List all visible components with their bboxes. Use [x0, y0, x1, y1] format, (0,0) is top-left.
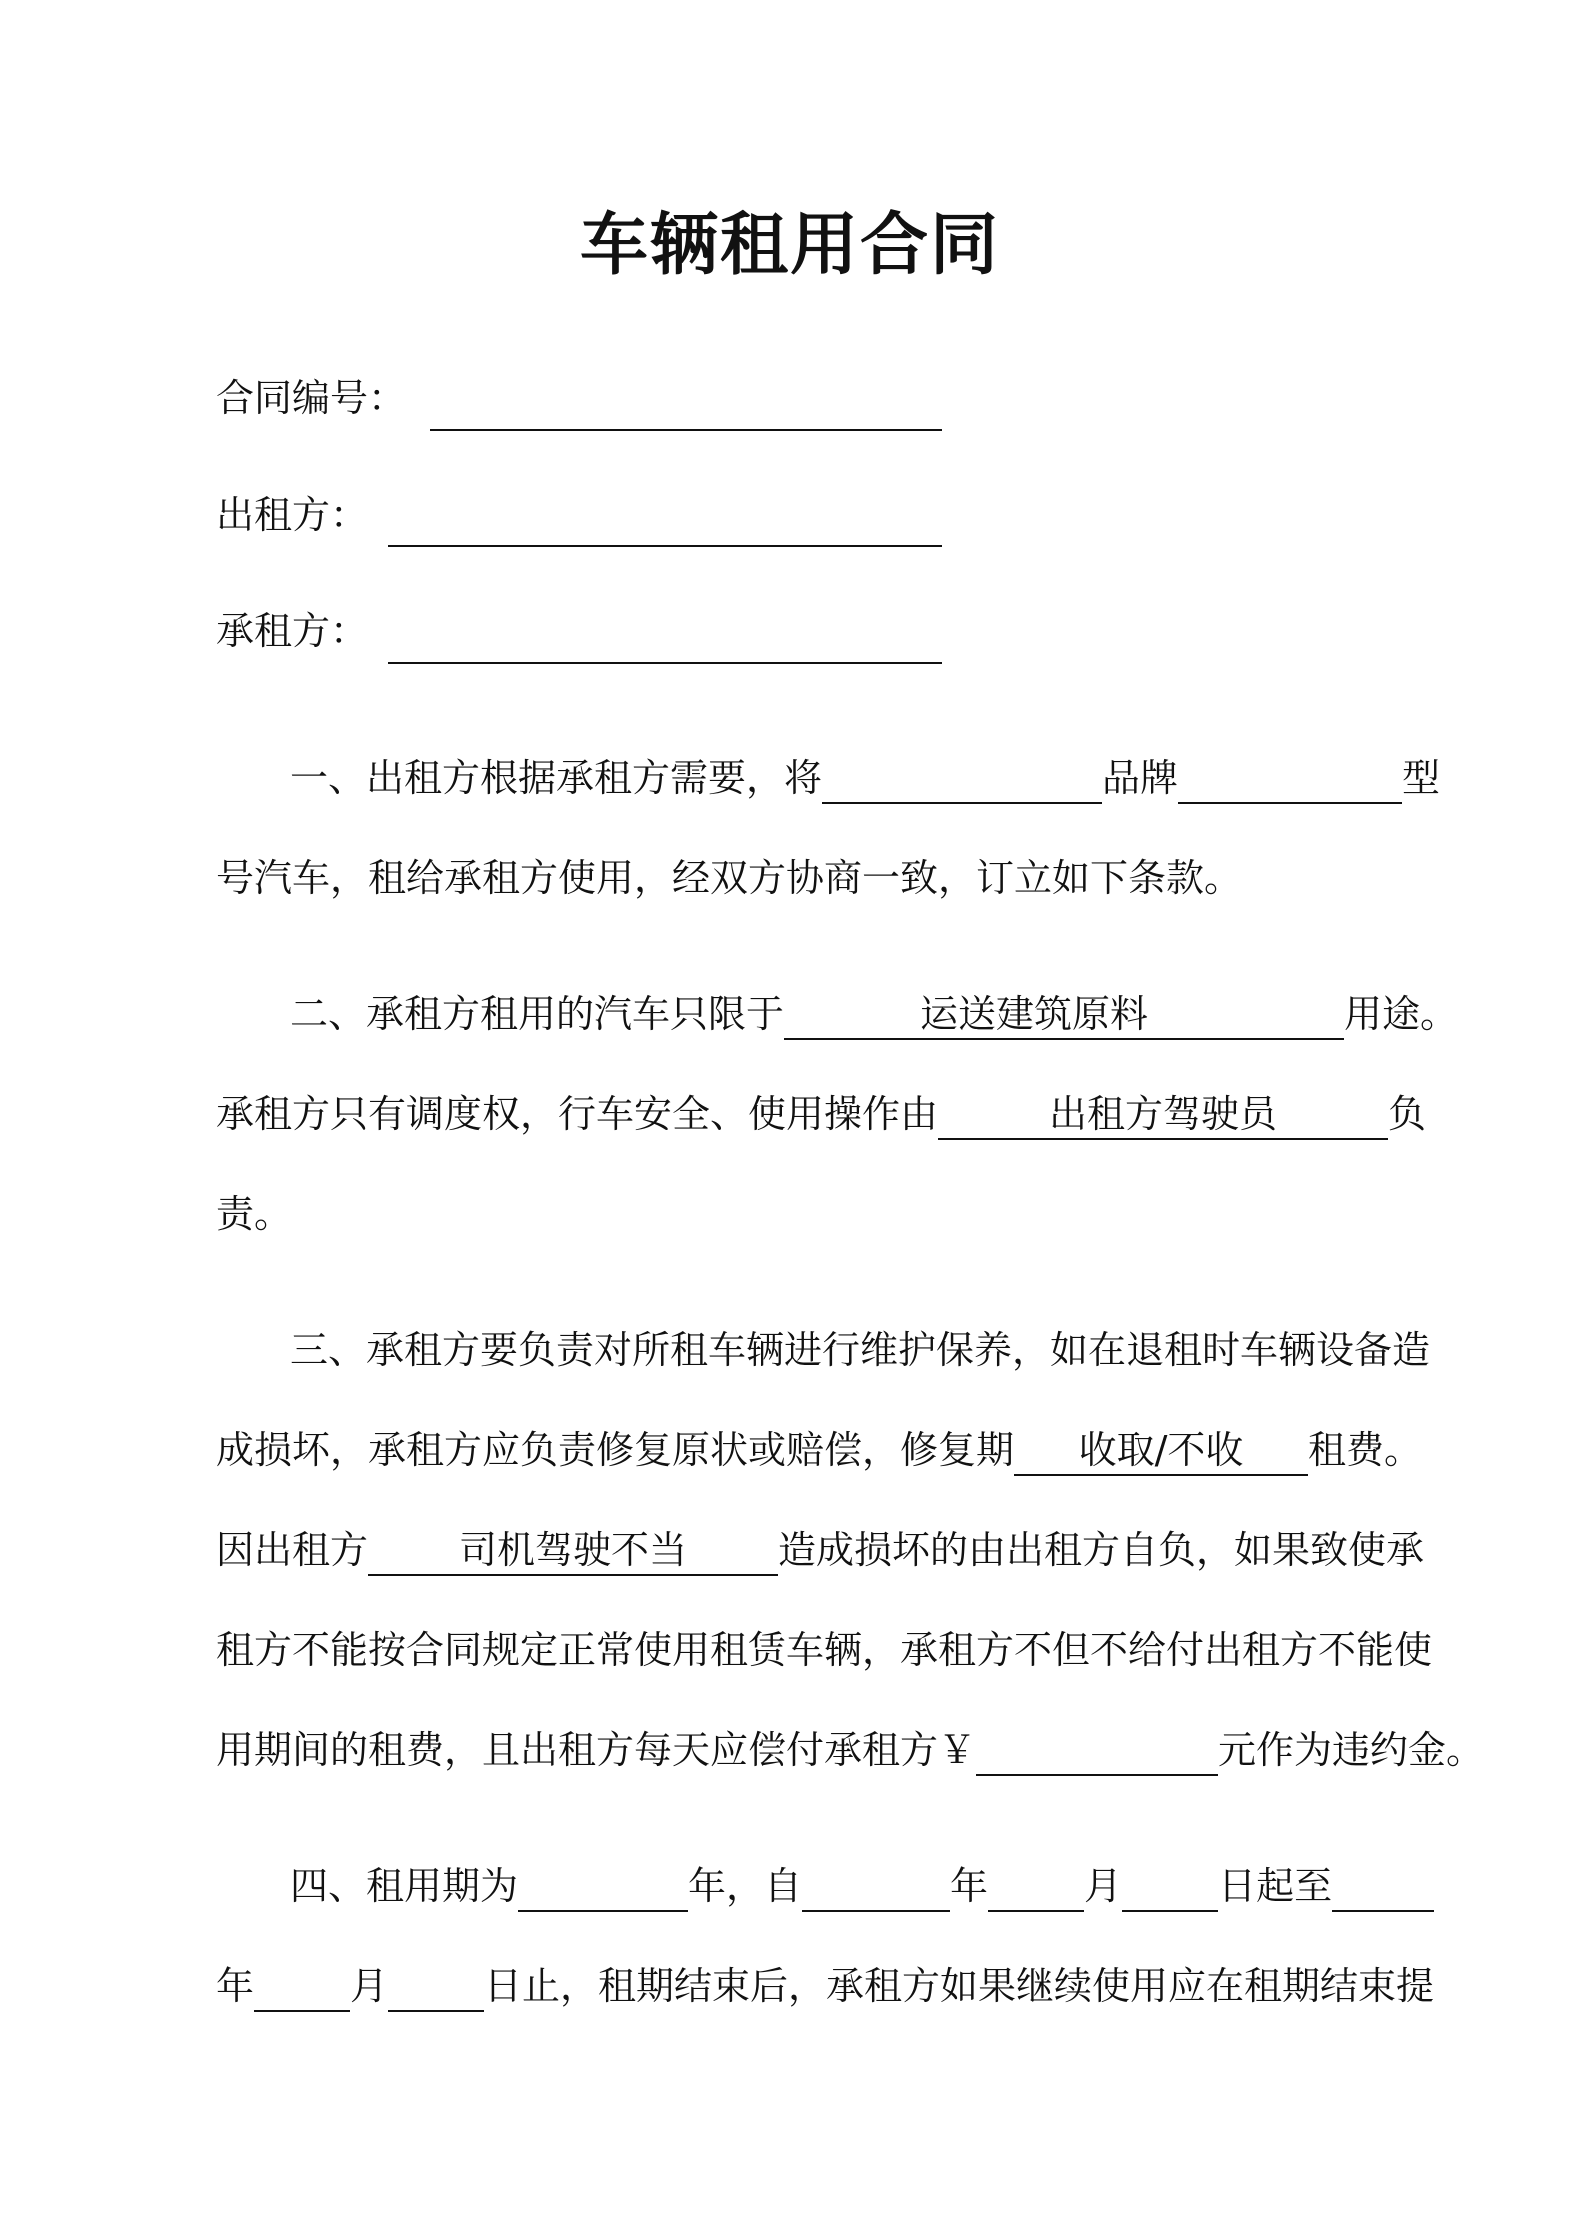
clause2-text-c: 承租方只有调度权，行车安全、使用操作由: [216, 1092, 939, 1136]
end-year-field[interactable]: [1332, 1860, 1434, 1912]
clause3-text-b: 租费。: [1308, 1428, 1423, 1472]
end-day-field[interactable]: [388, 1960, 484, 2012]
clause3-text-f: 元作为违约金。: [1218, 1728, 1485, 1772]
lessee-field[interactable]: [388, 662, 942, 664]
clause2-text-a: 二、承租方租用的汽车只限于: [290, 992, 785, 1036]
clause4-text-c: 年: [950, 1864, 989, 1908]
purpose-field[interactable]: 运送建筑原料: [784, 988, 1344, 1040]
clause4-text-d: 月: [1084, 1864, 1123, 1908]
clause1-line2: 号汽车，租给承租方使用，经双方协商一致，订立如下条款。: [216, 856, 1243, 900]
lessor-field[interactable]: [388, 545, 942, 547]
clause3-line1: 三、承租方要负责对所租车辆进行维护保养，如在退租时车辆设备造: [290, 1328, 1431, 1372]
contract-number-label: 合同编号：: [216, 376, 407, 420]
clause4-text-f: 年: [216, 1964, 255, 2008]
brand-field[interactable]: [822, 752, 1102, 804]
clause2-line3: 责。: [216, 1192, 293, 1236]
clause1-text-a: 一、出租方根据承租方需要，将: [290, 756, 823, 800]
clause3-text-a: 成损坏，承租方应负责修复原状或赔偿，修复期: [216, 1428, 1015, 1472]
clause3-text-e: 用期间的租费，且出租方每天应偿付承租方￥: [216, 1728, 977, 1772]
clause3-line5: [216, 1724, 1484, 1776]
clause3-line4: 租方不能按合同规定正常使用租赁车辆，承租方不但不给付出租方不能使: [216, 1628, 1433, 1672]
start-day-field[interactable]: [1122, 1860, 1218, 1912]
damage-cause-field[interactable]: 司机驾驶不当: [368, 1524, 778, 1576]
clause1-text-b: 品牌: [1102, 756, 1179, 800]
clause3-line2: [216, 1424, 1422, 1476]
clause2-text-b: 用途。: [1344, 992, 1459, 1036]
clause1-line1: [290, 752, 1440, 804]
lessor-label: 出租方：: [216, 493, 369, 537]
clause2-line2: [216, 1088, 1426, 1140]
clause2-line1: [290, 988, 1458, 1040]
clause4-line1: [290, 1860, 1434, 1912]
clause4-text-b: 年，自: [688, 1864, 803, 1908]
clause4-line2: [216, 1960, 1434, 2012]
clause2-text-d: 负: [1388, 1092, 1427, 1136]
fee-choice-field[interactable]: 收取/不收: [1014, 1424, 1308, 1476]
clause4-text-g: 月: [350, 1964, 389, 2008]
lease-years-field[interactable]: [518, 1860, 688, 1912]
clause3-text-d: 造成损坏的由出租方自负，如果致使承: [778, 1528, 1425, 1572]
start-year-field[interactable]: [802, 1860, 950, 1912]
clause4-text-e: 日起至: [1218, 1864, 1333, 1908]
clause4-text-a: 四、租用期为: [290, 1864, 519, 1908]
clause4-text-h: 日止，租期结束后，承租方如果继续使用应在租期结束提: [484, 1964, 1435, 2008]
penalty-amount-field[interactable]: [976, 1724, 1218, 1776]
document-title: 车辆租用合同: [579, 206, 1000, 285]
clause3-text-c: 因出租方: [216, 1528, 369, 1572]
clause3-line3: [216, 1524, 1424, 1576]
responsible-party-field[interactable]: 出租方驾驶员: [938, 1088, 1388, 1140]
model-field[interactable]: [1178, 752, 1402, 804]
contract-number-field[interactable]: [430, 429, 942, 431]
lessee-label: 承租方：: [216, 609, 369, 653]
end-month-field[interactable]: [254, 1960, 350, 2012]
clause1-text-c: 型: [1402, 756, 1441, 800]
start-month-field[interactable]: [988, 1860, 1084, 1912]
